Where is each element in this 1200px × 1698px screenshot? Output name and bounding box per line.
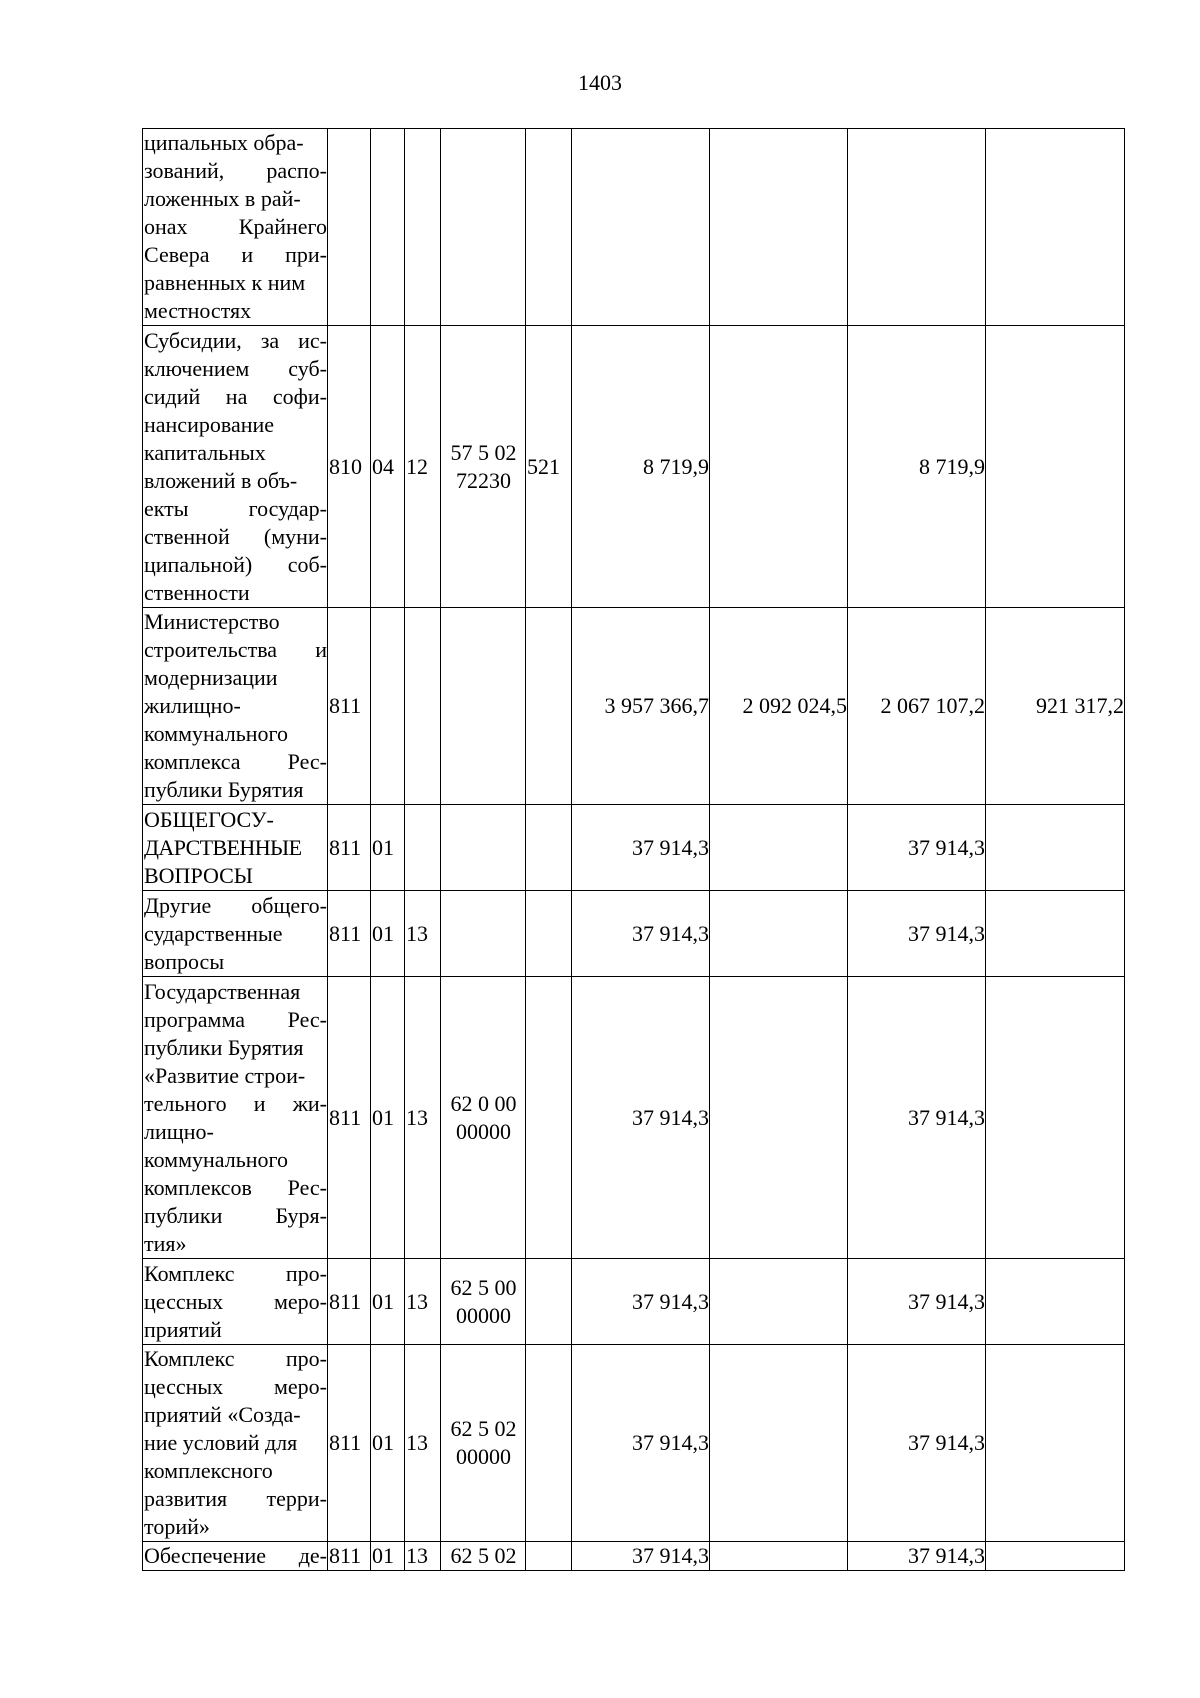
gr-cell: 811: [328, 1259, 371, 1345]
col2-cell: 37 914,3: [848, 891, 986, 977]
gr-cell: [328, 129, 371, 326]
vr-cell: [526, 1259, 572, 1345]
row-name: ципальных обра- зований, распо- ложенных в рай- онах Крайнего Севера и при- равненных к ним местностях: [143, 129, 328, 326]
pr-cell: 13: [405, 1259, 441, 1345]
col2-cell: 37 914,3: [848, 977, 986, 1259]
csr-cell: 62 0 00 00000: [441, 977, 526, 1259]
col3-cell: [986, 891, 1125, 977]
csr-cell: 57 5 02 72230: [441, 326, 526, 608]
row-name: Министерство строительства и модернизации жилищно- коммунального комплекса Рес- публики Бурятия: [143, 608, 328, 805]
row-name: Государственная программа Рес- публики Бурятия «Развитие строи- тельного и жи- лищно- коммунального комплексов Рес- публики Буря- тия»: [143, 977, 328, 1259]
col3-cell: [986, 805, 1125, 891]
vr-cell: 521: [526, 326, 572, 608]
gr-cell: 811: [328, 1345, 371, 1542]
vr-cell: [526, 129, 572, 326]
budget-table: [142, 128, 1125, 1571]
pr-cell: 13: [405, 977, 441, 1259]
csr-cell: [441, 891, 526, 977]
table-row: [143, 805, 1125, 891]
total-cell: 37 914,3: [572, 891, 710, 977]
table-row: [143, 608, 1125, 805]
total-cell: 37 914,3: [572, 1542, 710, 1571]
row-name: ОБЩЕГОСУ- ДАРСТВЕННЫЕ ВОПРОСЫ: [143, 805, 328, 891]
col1-cell: [710, 129, 848, 326]
pr-cell: 12: [405, 326, 441, 608]
csr-cell: 62 5 02: [441, 1542, 526, 1571]
col2-cell: 2 067 107,2: [848, 608, 986, 805]
vr-cell: [526, 977, 572, 1259]
page-number: 1403: [578, 70, 622, 95]
col3-cell: [986, 326, 1125, 608]
rz-cell: [371, 608, 405, 805]
col1-cell: [710, 1259, 848, 1345]
col1-cell: 2 092 024,5: [710, 608, 848, 805]
col2-cell: 37 914,3: [848, 805, 986, 891]
col3-cell: [986, 1345, 1125, 1542]
col1-cell: [710, 891, 848, 977]
gr-cell: 811: [328, 1542, 371, 1571]
total-cell: 37 914,3: [572, 1345, 710, 1542]
col3-cell: [986, 1259, 1125, 1345]
rz-cell: 01: [371, 805, 405, 891]
row-name: Комплекс про- цессных меро- приятий «Созда- ние условий для комплексного развития терри- торий»: [143, 1345, 328, 1542]
col2-cell: 37 914,3: [848, 1345, 986, 1542]
pr-cell: [405, 805, 441, 891]
rz-cell: 01: [371, 1259, 405, 1345]
csr-cell: [441, 805, 526, 891]
pr-cell: [405, 129, 441, 326]
table-row: [143, 1259, 1125, 1345]
vr-cell: [526, 891, 572, 977]
csr-cell: 62 5 00 00000: [441, 1259, 526, 1345]
pr-cell: [405, 608, 441, 805]
total-cell: 37 914,3: [572, 977, 710, 1259]
row-name: Комплекс про- цессных меро- приятий: [143, 1259, 328, 1345]
col2-cell: [848, 129, 986, 326]
gr-cell: 811: [328, 805, 371, 891]
csr-cell: [441, 129, 526, 326]
col2-cell: 37 914,3: [848, 1542, 986, 1571]
row-name: Субсидии, за ис- ключением суб- сидий на софи- нансирование капитальных вложений в объ- екты государ- ственной (муни- ципальной) соб- ственности: [143, 326, 328, 608]
rz-cell: 01: [371, 977, 405, 1259]
rz-cell: [371, 129, 405, 326]
col3-cell: 921 317,2: [986, 608, 1125, 805]
rz-cell: 04: [371, 326, 405, 608]
col1-cell: [710, 1345, 848, 1542]
pr-cell: 13: [405, 1345, 441, 1542]
gr-cell: 810: [328, 326, 371, 608]
rz-cell: 01: [371, 1542, 405, 1571]
vr-cell: [526, 1345, 572, 1542]
vr-cell: [526, 1542, 572, 1571]
table-row: [143, 1542, 1125, 1571]
csr-cell: [441, 608, 526, 805]
gr-cell: 811: [328, 891, 371, 977]
rz-cell: 01: [371, 891, 405, 977]
total-cell: [572, 129, 710, 326]
table-row: [143, 1345, 1125, 1542]
col3-cell: [986, 129, 1125, 326]
row-name: Обеспечение де-: [143, 1542, 328, 1571]
total-cell: 37 914,3: [572, 805, 710, 891]
gr-cell: 811: [328, 608, 371, 805]
vr-cell: [526, 608, 572, 805]
vr-cell: [526, 805, 572, 891]
total-cell: 3 957 366,7: [572, 608, 710, 805]
col1-cell: [710, 977, 848, 1259]
total-cell: 8 719,9: [572, 326, 710, 608]
total-cell: 37 914,3: [572, 1259, 710, 1345]
pr-cell: 13: [405, 1542, 441, 1571]
table-row: [143, 891, 1125, 977]
col1-cell: [710, 1542, 848, 1571]
rz-cell: 01: [371, 1345, 405, 1542]
col2-cell: 8 719,9: [848, 326, 986, 608]
table-row: [143, 129, 1125, 326]
row-name: Другие общего- сударственные вопросы: [143, 891, 328, 977]
table-row: [143, 977, 1125, 1259]
col1-cell: [710, 805, 848, 891]
col2-cell: 37 914,3: [848, 1259, 986, 1345]
gr-cell: 811: [328, 977, 371, 1259]
pr-cell: 13: [405, 891, 441, 977]
col3-cell: [986, 1542, 1125, 1571]
col3-cell: [986, 977, 1125, 1259]
col1-cell: [710, 326, 848, 608]
table-row: [143, 326, 1125, 608]
csr-cell: 62 5 02 00000: [441, 1345, 526, 1542]
